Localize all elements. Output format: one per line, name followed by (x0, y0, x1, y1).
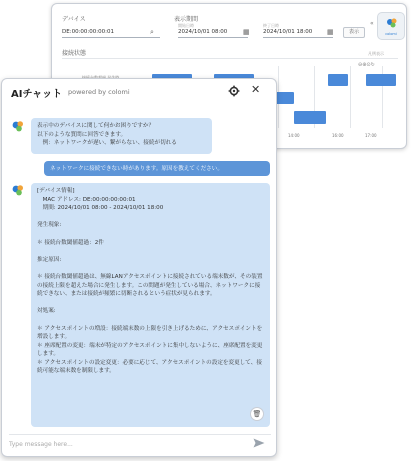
close-icon[interactable]: ✕ (251, 83, 261, 96)
logo-text: colomi (385, 32, 397, 36)
colomi-logo[interactable] (377, 12, 405, 40)
start-label: 開始日時 (178, 23, 194, 28)
logo-icon (386, 17, 398, 29)
tick-label: 17:00 (365, 133, 377, 138)
assistant-message: [デバイス情報] MAC アドレス: DE:00:00:00:00:01 期間: 2024/10/01 08:00 - 2024/10/01 18:00 発生現象: ＊ 接続台数閾値超過：2件 推定原因: ＊ 接続台数閾値超過は、無線LANアクセスポイントに接続されている端末数が、その装置の接続上限を超えた場合に発生します。この問題が発生している場合、ネットワークに接続できない、または接続が頻繁に切断されるという症状が見られます。 対処案: ＊ アクセスポイントの増設：接続端末数の上限を引き上げるために、アクセスポイントを増設します。 ＊ 座席配置の変更：端末が特定のアクセスポイントに集中しないように、座席配置を変更します。 ＊ アクセスポイントの設定変更：必要に応じて、アクセスポイントの設定を変更して、接続可能な端末数を制限します。 (31, 183, 270, 427)
tick-label: 16:00 (332, 133, 344, 138)
start-datetime-input[interactable]: 2024/10/01 08:00 (178, 26, 248, 38)
device-label: デバイス (62, 16, 86, 23)
legend-toggle[interactable]: 凡例表示 (368, 51, 384, 56)
end-datetime-input[interactable]: 2024/10/01 18:00 (263, 26, 333, 38)
send-icon[interactable] (253, 438, 265, 448)
calendar-icon[interactable]: ▦ (327, 28, 334, 36)
timeline-bar[interactable] (366, 74, 396, 86)
device-select[interactable]: DE:00:00:00:00:01 (62, 26, 160, 38)
tick-label: 14:00 (288, 133, 300, 138)
divider (62, 58, 398, 59)
zoom-icons[interactable]: ⊖⊕⊙↻ (358, 62, 375, 68)
timeline-bar[interactable] (274, 92, 294, 104)
timeline-bar[interactable] (328, 74, 348, 86)
section-label: 接続状態 (62, 50, 87, 57)
search-icon[interactable]: ⌕ (150, 28, 154, 36)
trash-icon[interactable]: 🗑 (250, 407, 264, 421)
assistant-avatar-icon (11, 119, 25, 133)
chat-message-input[interactable] (9, 438, 249, 450)
powered-by: powered by colomi (68, 88, 130, 96)
period-label: 表示期間 (174, 16, 199, 23)
calendar-icon[interactable]: ▦ (243, 28, 250, 36)
collapse-icon[interactable]: « (370, 20, 374, 27)
assistant-avatar-icon (11, 183, 25, 197)
timeline-bar[interactable] (294, 111, 326, 124)
ai-chat-window (1, 78, 277, 457)
user-message: ネットワークに接続できない時があります。原因を教えてください。 (44, 161, 270, 176)
grid-line (350, 66, 351, 128)
chat-title: AIチャット (11, 89, 63, 100)
assistant-message: 表示中のデバイスに関して何かお困りですか？ 以下のような質問に回答できます。 例：ネットワークが遅い、繋がらない、接続が切れる (31, 118, 212, 154)
chat-input-bar (9, 434, 271, 450)
end-label: 終了日時 (263, 23, 279, 28)
show-button[interactable]: 表示 (343, 27, 365, 38)
chat-header (2, 79, 276, 105)
gear-icon[interactable] (228, 85, 240, 97)
